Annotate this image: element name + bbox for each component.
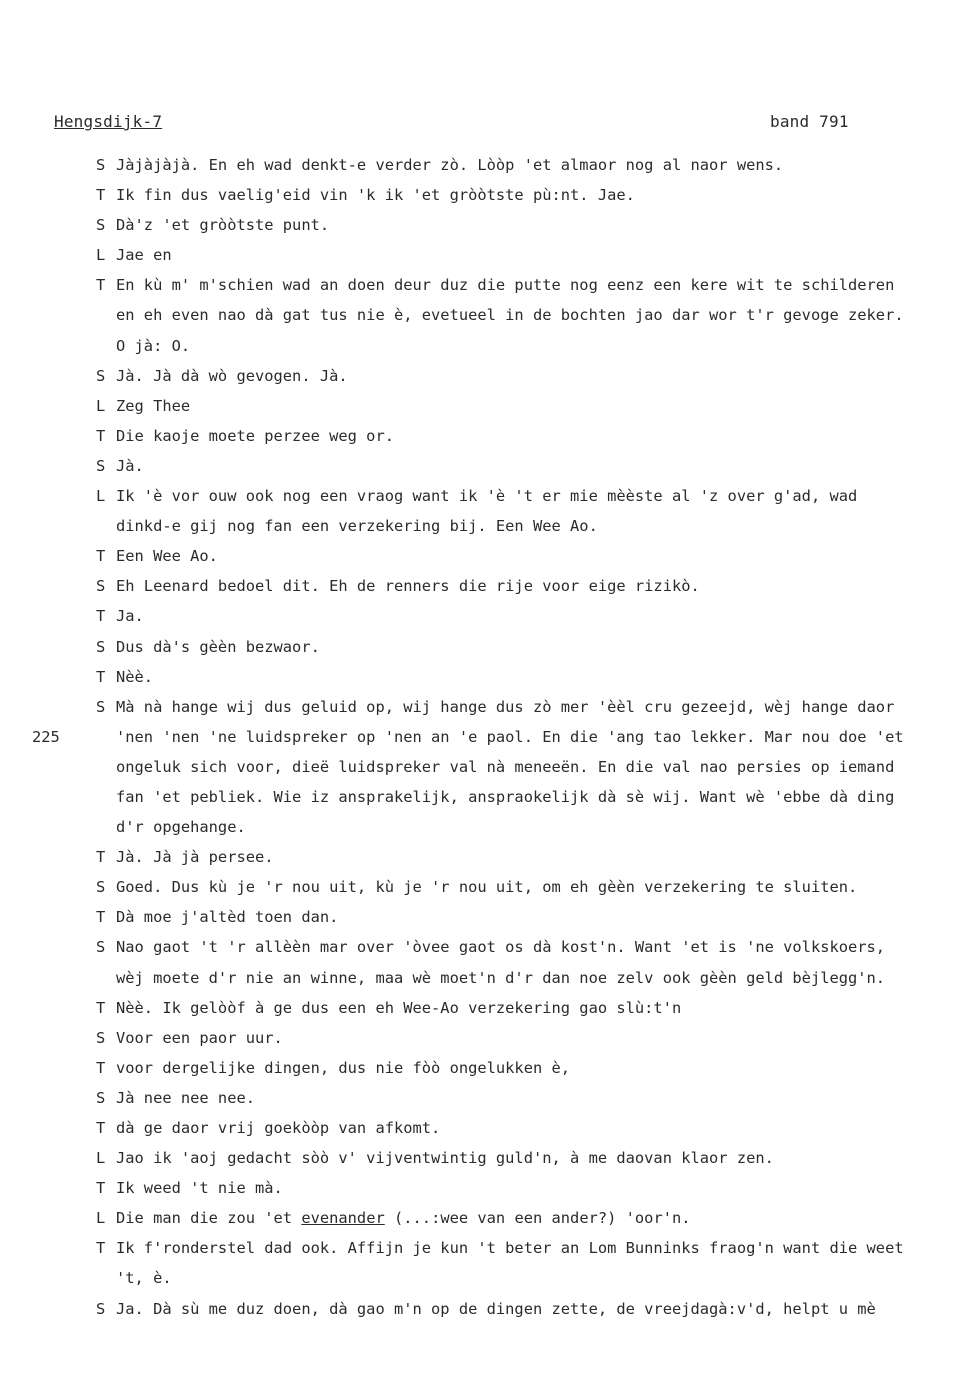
transcript-line <box>96 1143 976 1173</box>
transcript-line <box>96 451 976 481</box>
transcript-line <box>96 1113 976 1143</box>
speaker-label: T <box>96 276 106 295</box>
transcript-line <box>96 240 976 270</box>
speaker-label: S <box>96 456 106 475</box>
speaker-label: T <box>96 998 106 1017</box>
transcript-line <box>96 210 976 240</box>
transcript-line <box>96 993 976 1023</box>
utterance-text: Dus dà's gèèn bezwaor. <box>116 637 320 656</box>
transcript-body <box>96 150 976 1324</box>
utterance-text: Goed. Dus kù je 'r nou uit, kù je 'r nou uit, om eh gèèn verzekering te sluiten. <box>116 878 858 897</box>
utterance-text: Ik f'ronderstel dad ook. Affijn je kun 't beter an Lom Bunninks fraog'n want die weet <box>116 1239 904 1258</box>
utterance-text: Een Wee Ao. <box>116 547 218 566</box>
utterance-text: Jà. Jà dà wò gevogen. Jà. <box>116 366 348 385</box>
utterance-text: Ik weed 't nie mà. <box>116 1179 283 1198</box>
utterance-text: Jà. Jà jà persee. <box>116 848 274 867</box>
utterance-text: (...:wee van een ander?) 'oor'n. <box>384 1209 691 1228</box>
transcript-line <box>96 391 976 421</box>
speaker-label: T <box>96 1239 106 1258</box>
speaker-label: T <box>96 908 106 927</box>
utterance-text: Nèè. <box>116 667 154 686</box>
utterance-text: Ja. Dà sù me duz doen, dà gao m'n op de dingen zette, de vreejdagà:v'd, helpt u mè <box>116 1299 876 1318</box>
utterance-text: dà ge daor vrij goekòòp van afkomt. <box>116 1119 441 1137</box>
transcript-line <box>96 1263 976 1293</box>
transcript-line <box>96 331 976 361</box>
transcript-line <box>96 180 976 210</box>
band-number: band 791 <box>770 112 849 131</box>
speaker-label: T <box>96 1179 106 1198</box>
transcript-line <box>96 872 976 902</box>
transcript-line <box>96 541 976 571</box>
transcript-line <box>96 481 976 511</box>
transcript-line <box>96 632 976 662</box>
speaker-label: T <box>96 667 106 686</box>
utterance-text: Jao ik 'aoj gedacht sòò v' vijventwintig guld'n, à me daovan klaor zen. <box>116 1149 774 1168</box>
utterance-text: Mà nà hange wij dus geluid op, wij hange dus zò mer 'èèl cru gezeejd, wèj hange daor <box>116 697 895 716</box>
utterance-text: Ik 'è vor ouw ook nog een vraog want ik 'è 't er mie mèèste al 'z over g'ad, wad <box>116 487 858 506</box>
transcript-line <box>96 1233 976 1263</box>
transcript-line <box>96 300 976 330</box>
transcript-line <box>96 662 976 692</box>
utterance-text: en eh even nao dà gat tus nie è, evetueel in de bochten jao dar wor t'r gevoge zeker. <box>116 306 904 325</box>
speaker-label: T <box>96 1058 106 1077</box>
utterance-text: Die kaoje moete perzee weg or. <box>116 426 394 445</box>
utterance-text: voor dergelijke dingen, dus nie fòò ongelukken è, <box>116 1058 571 1077</box>
transcript-line <box>96 571 976 601</box>
transcript-line <box>96 1173 976 1203</box>
utterance-text: Nèè. Ik gelòòf à ge dus een eh Wee-Ao verzekering gao slù:t'n <box>116 998 682 1017</box>
speaker-label: S <box>96 697 106 716</box>
transcript-line <box>96 782 976 812</box>
utterance-text: Zeg Thee <box>116 396 191 415</box>
utterance-text: Dà moe j'altèd toen dan. <box>116 908 339 927</box>
transcript-line <box>96 361 976 391</box>
document-title: Hengsdijk-7 <box>54 112 163 131</box>
speaker-label: L <box>96 246 106 265</box>
utterance-text: d'r opgehange. <box>116 818 246 837</box>
transcript-line <box>96 902 976 932</box>
transcript-line <box>96 752 976 782</box>
transcript-line <box>96 963 976 993</box>
transcript-line <box>96 722 976 752</box>
speaker-label: T <box>96 186 106 205</box>
utterance-text: Ik fin dus vaelig'eid vin 'k ik 'et gròòtste pù:nt. Jae. <box>116 186 635 205</box>
utterance-text: Voor een paor uur. <box>116 1028 283 1047</box>
speaker-label: T <box>96 607 106 626</box>
utterance-text: 't, è. <box>116 1269 172 1288</box>
transcript-line <box>96 421 976 451</box>
utterance-text: ongeluk sich voor, dieë luidspreker val nà meneeën. En die val nao persies op iemand <box>116 757 895 776</box>
utterance-text: Jà. <box>116 456 144 475</box>
utterance-text: Ja. <box>116 607 144 626</box>
utterance-text: Die man die zou 'et <box>116 1209 302 1228</box>
transcript-line <box>96 932 976 962</box>
utterance-text: Jàjàjàjà. En eh wad denkt-e verder zò. Lòòp 'et almaor nog al naor wens. <box>116 156 784 174</box>
speaker-label: S <box>96 156 106 174</box>
speaker-label: L <box>96 1149 106 1168</box>
transcript-line <box>96 1083 976 1113</box>
speaker-label: S <box>96 878 106 897</box>
transcript-line <box>96 270 976 300</box>
utterance-text: wèj moete d'r nie an winne, maa wè moet'n d'r dan noe zelv ook gèèn geld bèjlegg'n. <box>116 968 886 987</box>
utterance-text: Dà'z 'et gròòtste punt. <box>116 216 330 235</box>
transcript-line <box>96 150 976 180</box>
speaker-label: S <box>96 637 106 656</box>
utterance-text: 'nen 'nen 'ne luidspreker op 'nen an 'e paol. En die 'ang tao lekker. Mar nou doe 'et <box>116 727 904 746</box>
speaker-label: T <box>96 1119 106 1137</box>
utterance-text: fan 'et pebliek. Wie iz ansprakelijk, anspraokelijk dà sè wij. Want wè 'ebbe dà ding <box>116 787 895 806</box>
speaker-label: T <box>96 426 106 445</box>
line-number: 225 <box>32 728 60 746</box>
speaker-label: S <box>96 216 106 235</box>
underlined-word: evenander <box>301 1209 385 1228</box>
transcript-line <box>96 601 976 631</box>
speaker-label: S <box>96 366 106 385</box>
utterance-text: Jà nee nee nee. <box>116 1088 255 1107</box>
transcript-line <box>96 1203 976 1233</box>
speaker-label: S <box>96 577 106 596</box>
transcript-line <box>96 511 976 541</box>
speaker-label: S <box>96 938 106 957</box>
transcript-line <box>96 842 976 872</box>
speaker-label: S <box>96 1299 106 1318</box>
speaker-label: S <box>96 1088 106 1107</box>
speaker-label: T <box>96 547 106 566</box>
speaker-label: L <box>96 487 106 506</box>
speaker-label: S <box>96 1028 106 1047</box>
transcript-line <box>96 812 976 842</box>
utterance-text: Eh Leenard bedoel dit. Eh de renners die rije voor eige rizikò. <box>116 577 700 596</box>
transcript-line <box>96 1023 976 1053</box>
utterance-text: Jae en <box>116 246 172 265</box>
speaker-label: L <box>96 396 106 415</box>
speaker-label: L <box>96 1209 106 1228</box>
transcript-line <box>96 1294 976 1324</box>
speaker-label: T <box>96 848 106 867</box>
utterance-text: O jà: O. <box>116 336 191 355</box>
transcript-line <box>96 692 976 722</box>
utterance-text: dinkd-e gij nog fan een verzekering bij. Een Wee Ao. <box>116 517 598 536</box>
utterance-text: Nao gaot 't 'r allèèn mar over 'òvee gaot os dà kost'n. Want 'et is 'ne volkskoers, <box>116 938 886 957</box>
utterance-text: En kù m' m'schien wad an doen deur duz die putte nog eenz een kere wit te schilderen <box>116 276 895 295</box>
transcript-line <box>96 1053 976 1083</box>
